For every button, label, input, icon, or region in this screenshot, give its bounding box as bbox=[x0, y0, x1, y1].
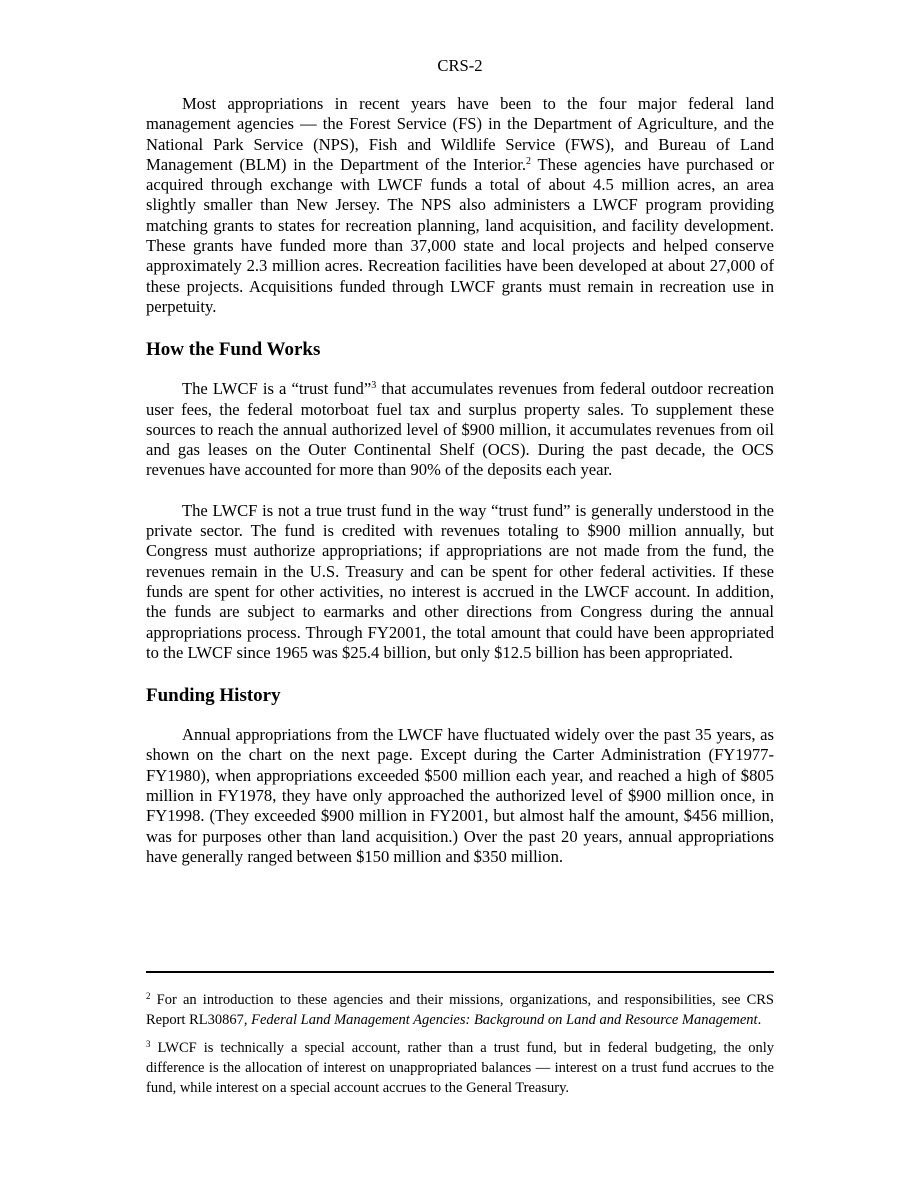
footnote-2 bbox=[146, 991, 774, 1030]
footnote-divider bbox=[146, 971, 774, 973]
footnote-3 bbox=[146, 1039, 774, 1098]
page-header: CRS-2 bbox=[437, 56, 483, 75]
footnote-report-title: Federal Land Management Agencies: Background on Land and Resource Management bbox=[251, 1011, 758, 1028]
section-heading-funding-history: Funding History bbox=[146, 685, 281, 707]
document-page bbox=[146, 56, 774, 867]
intro-text-a: Most appropriations in recent years have been to the four major federal land management agencies — the Forest Service (FS) in the Department of Agriculture, and the National Park Service (NPS), Fish and Wildlife Service (FWS), and Bureau of Land Management (BLM) in the Department of the Interior. bbox=[146, 94, 774, 174]
intro-paragraph bbox=[146, 94, 774, 317]
funding-history-paragraph: Annual appropriations from the LWCF have fluctuated widely over the past 35 years, as shown on the chart on the next page. Except during the Carter Administration (FY1977-FY1980), when appropriations exceeded $500 million each year, and reached a high of $805 million in FY1978, they have only approached the authorized level of $900 million once, in FY1998. (They exceeded $900 million in FY2001, but almost half the amount, $456 million, was for purposes other than land acquisition.) Over the past 20 years, annual appropriations have generally ranged between $150 million and $350 million. bbox=[146, 725, 774, 866]
footnote-marker: 2 bbox=[146, 991, 151, 1001]
footnote-text: For an introduction to these agencies and their missions, organizations, and responsibilities, see CRS Report RL30867, bbox=[146, 992, 774, 1028]
section-heading-how-fund-works: How the Fund Works bbox=[146, 339, 321, 361]
fund-works-paragraph-1 bbox=[146, 379, 774, 480]
footnote-ref-2[interactable]: 2 bbox=[526, 155, 532, 167]
footnote-ref-3[interactable]: 3 bbox=[371, 380, 377, 392]
fund-works-paragraph-2: The LWCF is not a true trust fund in the way “trust fund” is generally understood in the private sector. The fund is credited with revenues totaling to $900 million annually, but Congress must authorize appropriations; if appropriations are not made from the fund, the revenues remain in the U.S. Treasury and can be spent for other federal activities. If these funds are spent for other activities, no interest is accrued in the LWCF account. In addition, the funds are subject to earmarks and other directions from Congress during the annual appropriations process. Through FY2001, the total amount that could have been appropriated to the LWCF since 1965 was $25.4 billion, but only $12.5 billion has been appropriated. bbox=[146, 500, 774, 662]
footnotes bbox=[146, 991, 774, 1108]
fund-works-text-b: that accumulates revenues from federal outdoor recreation user fees, the federal motorboat fuel tax and surplus property sales. To supplement these sources to reach the annual authorized level of $900 million, it accumulates revenues from oil and gas leases on the Outer Continental Shelf (OCS). During the past decade, the OCS revenues have accounted for more than 90% of the deposits each year. bbox=[146, 379, 774, 480]
footnote-text-end: . bbox=[757, 1011, 762, 1028]
fund-works-text-a: The LWCF is a “trust fund” bbox=[182, 379, 372, 399]
footnote-text: LWCF is technically a special account, rather than a trust fund, but in federal budgeting, the only difference is the allocation of interest on unappropriated balances — interest on a trust fund accrues to the fund, while interest on a special account accrues to the General Treasury. bbox=[146, 1040, 774, 1096]
intro-text-b: These agencies have purchased or acquired through exchange with LWCF funds a total of about 4.5 million acres, an area slightly smaller than New Jersey. The NPS also administers a LWCF program providing matching grants to states for recreation planning, land acquisition, and facility development. These grants have funded more than 37,000 state and local projects and helped conserve approximately 2.3 million acres. Recreation facilities have been developed at about 27,000 of these projects. Acquisitions funded through LWCF grants must remain in recreation use in perpetuity. bbox=[146, 154, 774, 316]
footnote-marker: 3 bbox=[146, 1039, 151, 1050]
